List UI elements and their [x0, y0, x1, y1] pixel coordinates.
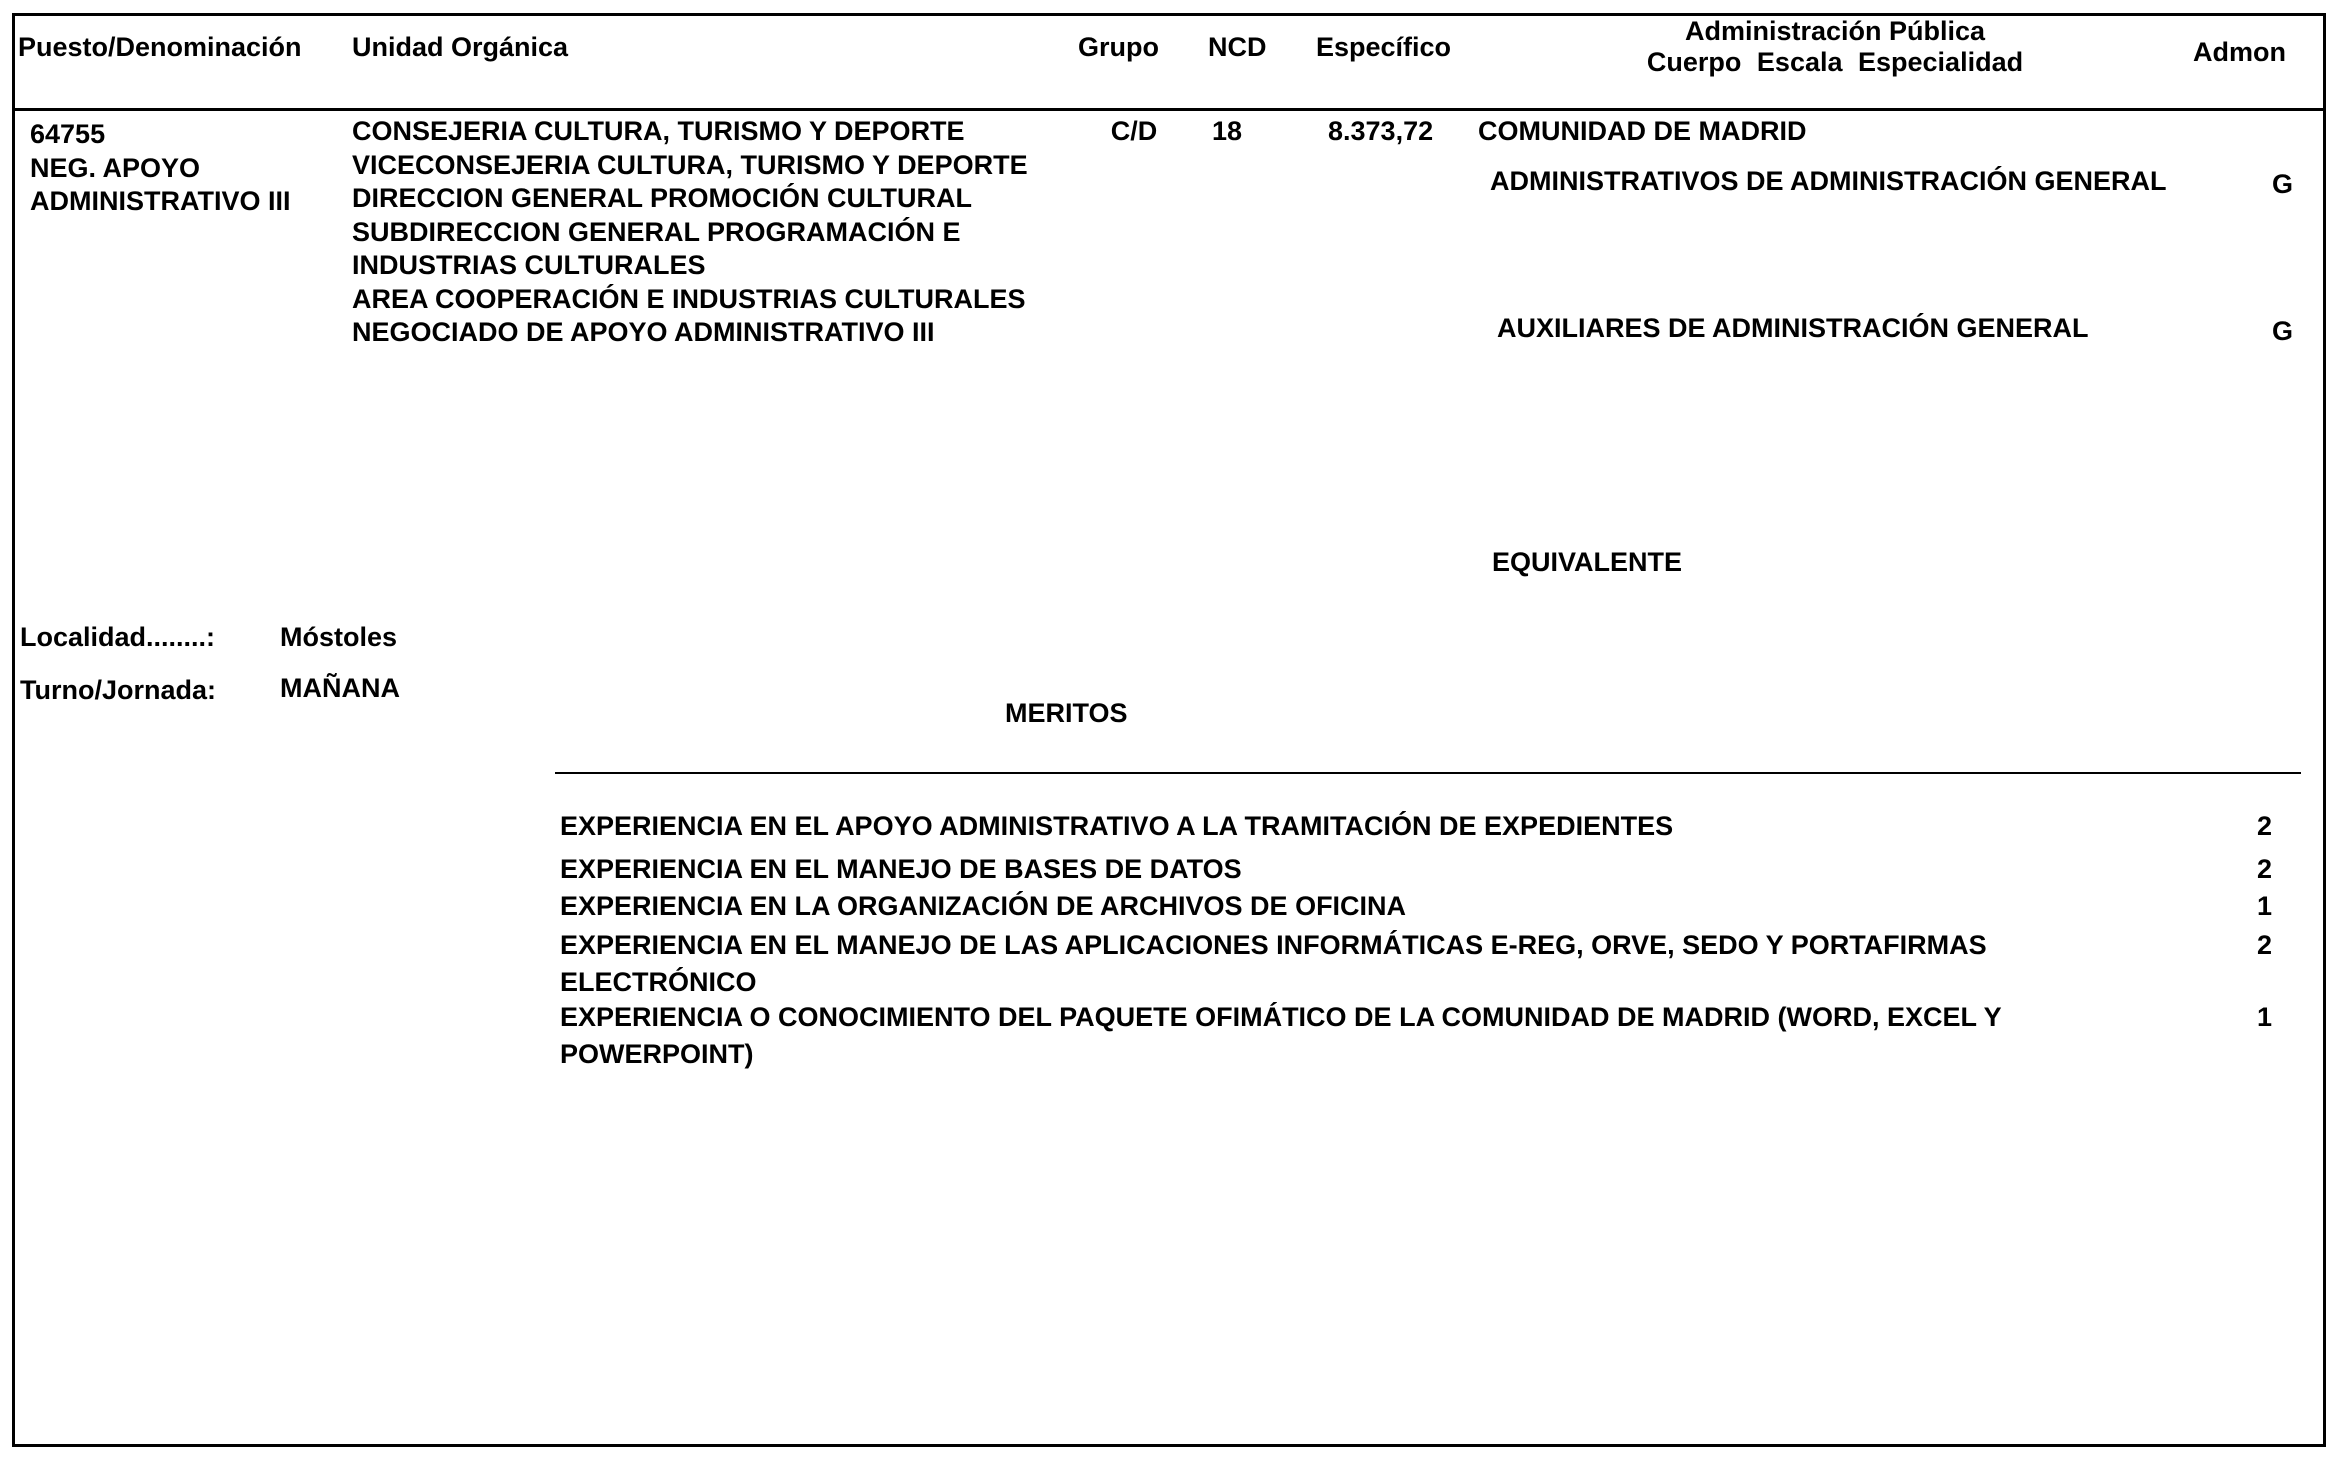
column-header-administracion	[1550, 16, 2120, 78]
column-header-puesto: Puesto/Denominación	[18, 32, 302, 62]
puesto-grupo-value: C/D	[1110, 116, 1158, 146]
cuerpo-administrativos-admon: G	[2272, 169, 2294, 199]
merit-item-text: EXPERIENCIA EN EL APOYO ADMINISTRATIVO A LA TRAMITACIÓN DE EXPEDIENTES	[560, 811, 1674, 841]
merit-item-points: 1	[2256, 891, 2272, 921]
merit-item-text: EXPERIENCIA O CONOCIMIENTO DEL PAQUETE OFIMÁTICO DE LA COMUNIDAD DE MADRID (WORD, EXCEL Y POWERPOINT)	[560, 1002, 2002, 1069]
org-unit-direccion: DIRECCION GENERAL PROMOCIÓN CULTURAL	[352, 183, 972, 213]
puesto-codigo: 64755	[30, 119, 106, 149]
column-header-admon: Admon	[2193, 37, 2286, 67]
merit-item-text: EXPERIENCIA EN EL MANEJO DE BASES DE DATOS	[560, 854, 1242, 884]
equivalente-label: EQUIVALENTE	[1492, 547, 1683, 577]
turno-jornada-value: MAÑANA	[280, 673, 400, 703]
cuerpo-administrativos: ADMINISTRATIVOS DE ADMINISTRACIÓN GENERAL	[1490, 166, 2167, 196]
merit-item-points: 1	[2256, 1002, 2272, 1032]
column-header-administracion-publica: Administración Pública	[1684, 16, 1986, 46]
column-header-grupo: Grupo	[1078, 32, 1159, 62]
administracion-publica-value: COMUNIDAD DE MADRID	[1478, 116, 1807, 146]
merit-item-text: EXPERIENCIA EN LA ORGANIZACIÓN DE ARCHIVOS DE OFICINA	[560, 891, 1407, 921]
org-unit-area: AREA COOPERACIÓN E INDUSTRIAS CULTURALES	[352, 283, 1026, 314]
puesto-especifico-value: 8.373,72	[1328, 116, 1434, 146]
column-header-cuerpo-escala-especialidad: Cuerpo Escala Especialidad	[1646, 47, 2024, 77]
meritos-title: MERITOS	[1005, 698, 1128, 728]
merit-item-text: EXPERIENCIA EN EL MANEJO DE LAS APLICACIONES INFORMÁTICAS E-REG, ORVE, SEDO Y PORTAFIRMAS ELECTRÓNICO	[560, 930, 1987, 997]
merit-item-points: 2	[2256, 811, 2272, 841]
org-unit-consejeria: CONSEJERIA CULTURA, TURISMO Y DEPORTE	[352, 116, 965, 146]
cuerpo-auxiliares: AUXILIARES DE ADMINISTRACIÓN GENERAL	[1497, 313, 2089, 343]
org-unit-viceconsejeria: VICECONSEJERIA CULTURA, TURISMO Y DEPORTE	[352, 149, 1028, 180]
merit-item-points: 2	[2256, 930, 2272, 960]
column-header-unidad: Unidad Orgánica	[352, 32, 569, 62]
org-unit-negociado: NEGOCIADO DE APOYO ADMINISTRATIVO III	[352, 317, 935, 347]
org-unit-subdireccion: SUBDIRECCION GENERAL PROGRAMACIÓN E INDUSTRIAS CULTURALES	[352, 216, 961, 280]
localidad-value: Móstoles	[280, 622, 398, 652]
meritos-separator-line	[555, 772, 2301, 774]
cuerpo-auxiliares-admon: G	[2272, 316, 2294, 346]
puesto-denominacion: NEG. APOYO ADMINISTRATIVO III	[30, 153, 291, 216]
turno-jornada-label: Turno/Jornada:	[20, 675, 217, 705]
unidad-organica-list	[352, 115, 1058, 350]
localidad-label: Localidad........:	[20, 622, 216, 652]
column-header-especifico: Específico	[1316, 32, 1452, 62]
column-header-ncd: NCD	[1208, 32, 1267, 62]
header-separator-line	[12, 108, 2326, 111]
merit-item-points: 2	[2256, 854, 2272, 884]
puesto-ncd-value: 18	[1211, 116, 1243, 146]
